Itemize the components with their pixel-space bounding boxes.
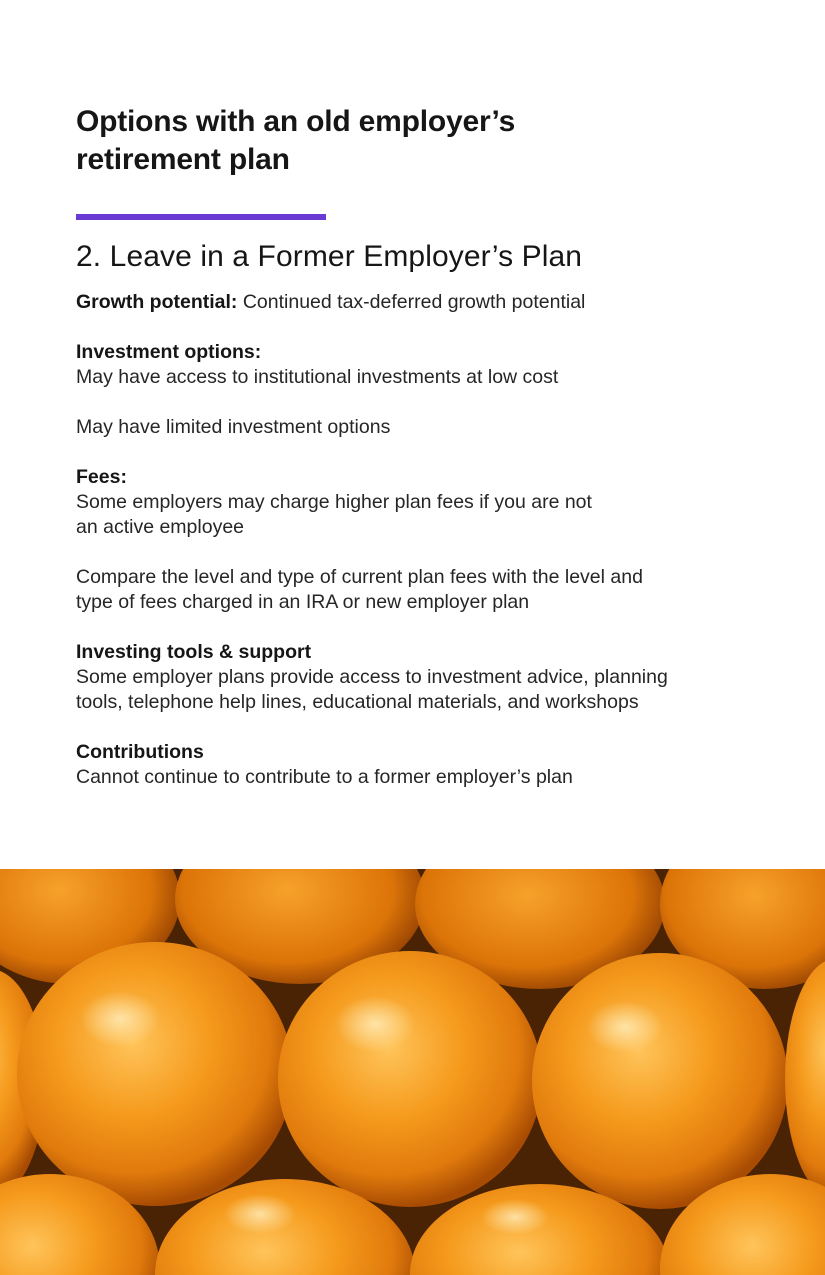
- orange: [278, 951, 542, 1207]
- option-details: [76, 290, 766, 790]
- fees-text-line-1: Some employers may charge higher plan fees if you are not: [76, 491, 592, 513]
- oranges-illustration: [0, 869, 825, 1275]
- growth-potential-block: [76, 290, 766, 315]
- limited-options-block: [76, 415, 766, 440]
- highlight: [481, 1199, 549, 1235]
- text-content: [76, 103, 766, 790]
- fees-label: Fees:: [76, 466, 127, 488]
- contributions-label: Contributions: [76, 741, 204, 763]
- growth-potential-label: Growth potential:: [76, 291, 238, 313]
- orange: [17, 942, 293, 1206]
- investing-tools-block: [76, 640, 766, 715]
- page-title-line-2: retirement plan: [76, 143, 290, 176]
- fees-text-line-2: an active employee: [76, 516, 245, 538]
- investing-tools-line-1: Some employer plans provide access to investment advice, planning: [76, 666, 668, 688]
- investment-options-label: Investment options:: [76, 341, 262, 363]
- section-heading: 2. Leave in a Former Employer’s Plan: [76, 240, 583, 273]
- investing-tools-line-2: tools, telephone help lines, educational materials, and workshops: [76, 691, 639, 713]
- compare-fees-line-2: type of fees charged in an IRA or new employer plan: [76, 591, 530, 613]
- orange-row-middle: [0, 942, 825, 1209]
- highlight: [80, 991, 160, 1047]
- accent-divider: [76, 214, 326, 220]
- contributions-text: Cannot continue to contribute to a former employer’s plan: [76, 766, 573, 788]
- orange: [532, 953, 788, 1209]
- compare-fees-block: [76, 565, 766, 615]
- contributions-block: [76, 740, 766, 790]
- page-title-line-1: Options with an old employer’s: [76, 105, 516, 138]
- growth-potential-text: Continued tax-deferred growth potential: [242, 291, 586, 313]
- investment-options-text: May have access to institutional investments at low cost: [76, 366, 559, 388]
- page-title: [76, 103, 766, 179]
- highlight: [587, 1001, 663, 1053]
- limited-options-text: May have limited investment options: [76, 416, 391, 438]
- investing-tools-label: Investing tools & support: [76, 641, 312, 663]
- oranges-photo: [0, 869, 825, 1275]
- highlight: [335, 996, 415, 1052]
- compare-fees-line-1: Compare the level and type of current plan fees with the level and: [76, 566, 643, 588]
- fees-block: [76, 465, 766, 540]
- investment-options-block: [76, 340, 766, 390]
- highlight: [224, 1194, 296, 1234]
